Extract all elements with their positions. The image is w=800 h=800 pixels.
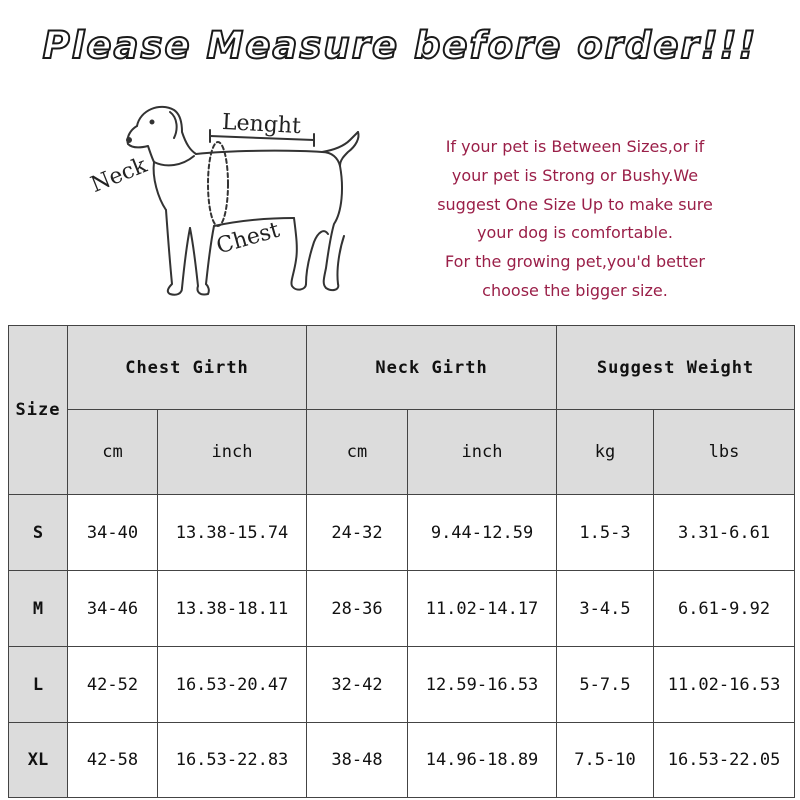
table-cell: 3-4.5	[557, 571, 654, 647]
size-cell: XL	[9, 723, 68, 798]
unit-header: cm	[307, 410, 408, 495]
dog-measurement-diagram	[82, 88, 382, 313]
table-cell: 6.61-9.92	[654, 571, 795, 647]
note-line: your pet is Strong or Bushy.We	[451, 165, 699, 185]
note-line: For the growing pet,you'd better	[445, 252, 705, 272]
table-cell: 34-46	[68, 571, 158, 647]
chest-girth-header: Chest Girth	[68, 326, 307, 410]
note-line: suggest One Size Up to make sure	[437, 194, 713, 214]
table-cell: 11.02-16.53	[654, 647, 795, 723]
neck-girth-header: Neck Girth	[307, 326, 557, 410]
chest-label: Chest	[213, 217, 283, 260]
table-cell: 16.53-22.83	[158, 723, 307, 798]
neck-label: Neck	[87, 153, 151, 198]
note-line: choose the bigger size.	[482, 280, 668, 300]
unit-header: kg	[557, 410, 654, 495]
table-row	[9, 495, 795, 571]
table-cell: 38-48	[307, 723, 408, 798]
table-cell: 34-40	[68, 495, 158, 571]
table-cell: 7.5-10	[557, 723, 654, 798]
table-cell: 14.96-18.89	[408, 723, 557, 798]
table-cell: 12.59-16.53	[408, 647, 557, 723]
table-cell: 42-58	[68, 723, 158, 798]
table-units-row	[9, 410, 795, 495]
size-cell: S	[9, 495, 68, 571]
size-cell: M	[9, 571, 68, 647]
table-cell: 13.38-18.11	[158, 571, 307, 647]
table-cell: 24-32	[307, 495, 408, 571]
note-line: your dog is comfortable.	[477, 223, 673, 243]
table-cell: 28-36	[307, 571, 408, 647]
sizing-note	[410, 133, 740, 306]
table-cell: 11.02-14.17	[408, 571, 557, 647]
table-cell: 16.53-20.47	[158, 647, 307, 723]
unit-header: inch	[158, 410, 307, 495]
page-title: Please Measure before order!!!	[42, 24, 758, 67]
suggest-weight-header: Suggest Weight	[557, 326, 795, 410]
table-row	[9, 571, 795, 647]
note-line: If your pet is Between Sizes,or if	[445, 137, 705, 156]
table-header-row	[9, 326, 795, 410]
table-cell: 42-52	[68, 647, 158, 723]
table-cell: 9.44-12.59	[408, 495, 557, 571]
unit-header: inch	[408, 410, 557, 495]
length-label: Lenght	[221, 109, 302, 140]
size-chart-table	[8, 325, 795, 798]
unit-header: cm	[68, 410, 158, 495]
table-cell: 3.31-6.61	[654, 495, 795, 571]
unit-header: lbs	[654, 410, 795, 495]
table-cell: 13.38-15.74	[158, 495, 307, 571]
table-cell: 1.5-3	[557, 495, 654, 571]
table-row	[9, 723, 795, 798]
table-row	[9, 647, 795, 723]
table-cell: 16.53-22.05	[654, 723, 795, 798]
table-cell: 5-7.5	[557, 647, 654, 723]
table-cell: 32-42	[307, 647, 408, 723]
size-column-header: Size	[9, 326, 68, 495]
size-cell: L	[9, 647, 68, 723]
